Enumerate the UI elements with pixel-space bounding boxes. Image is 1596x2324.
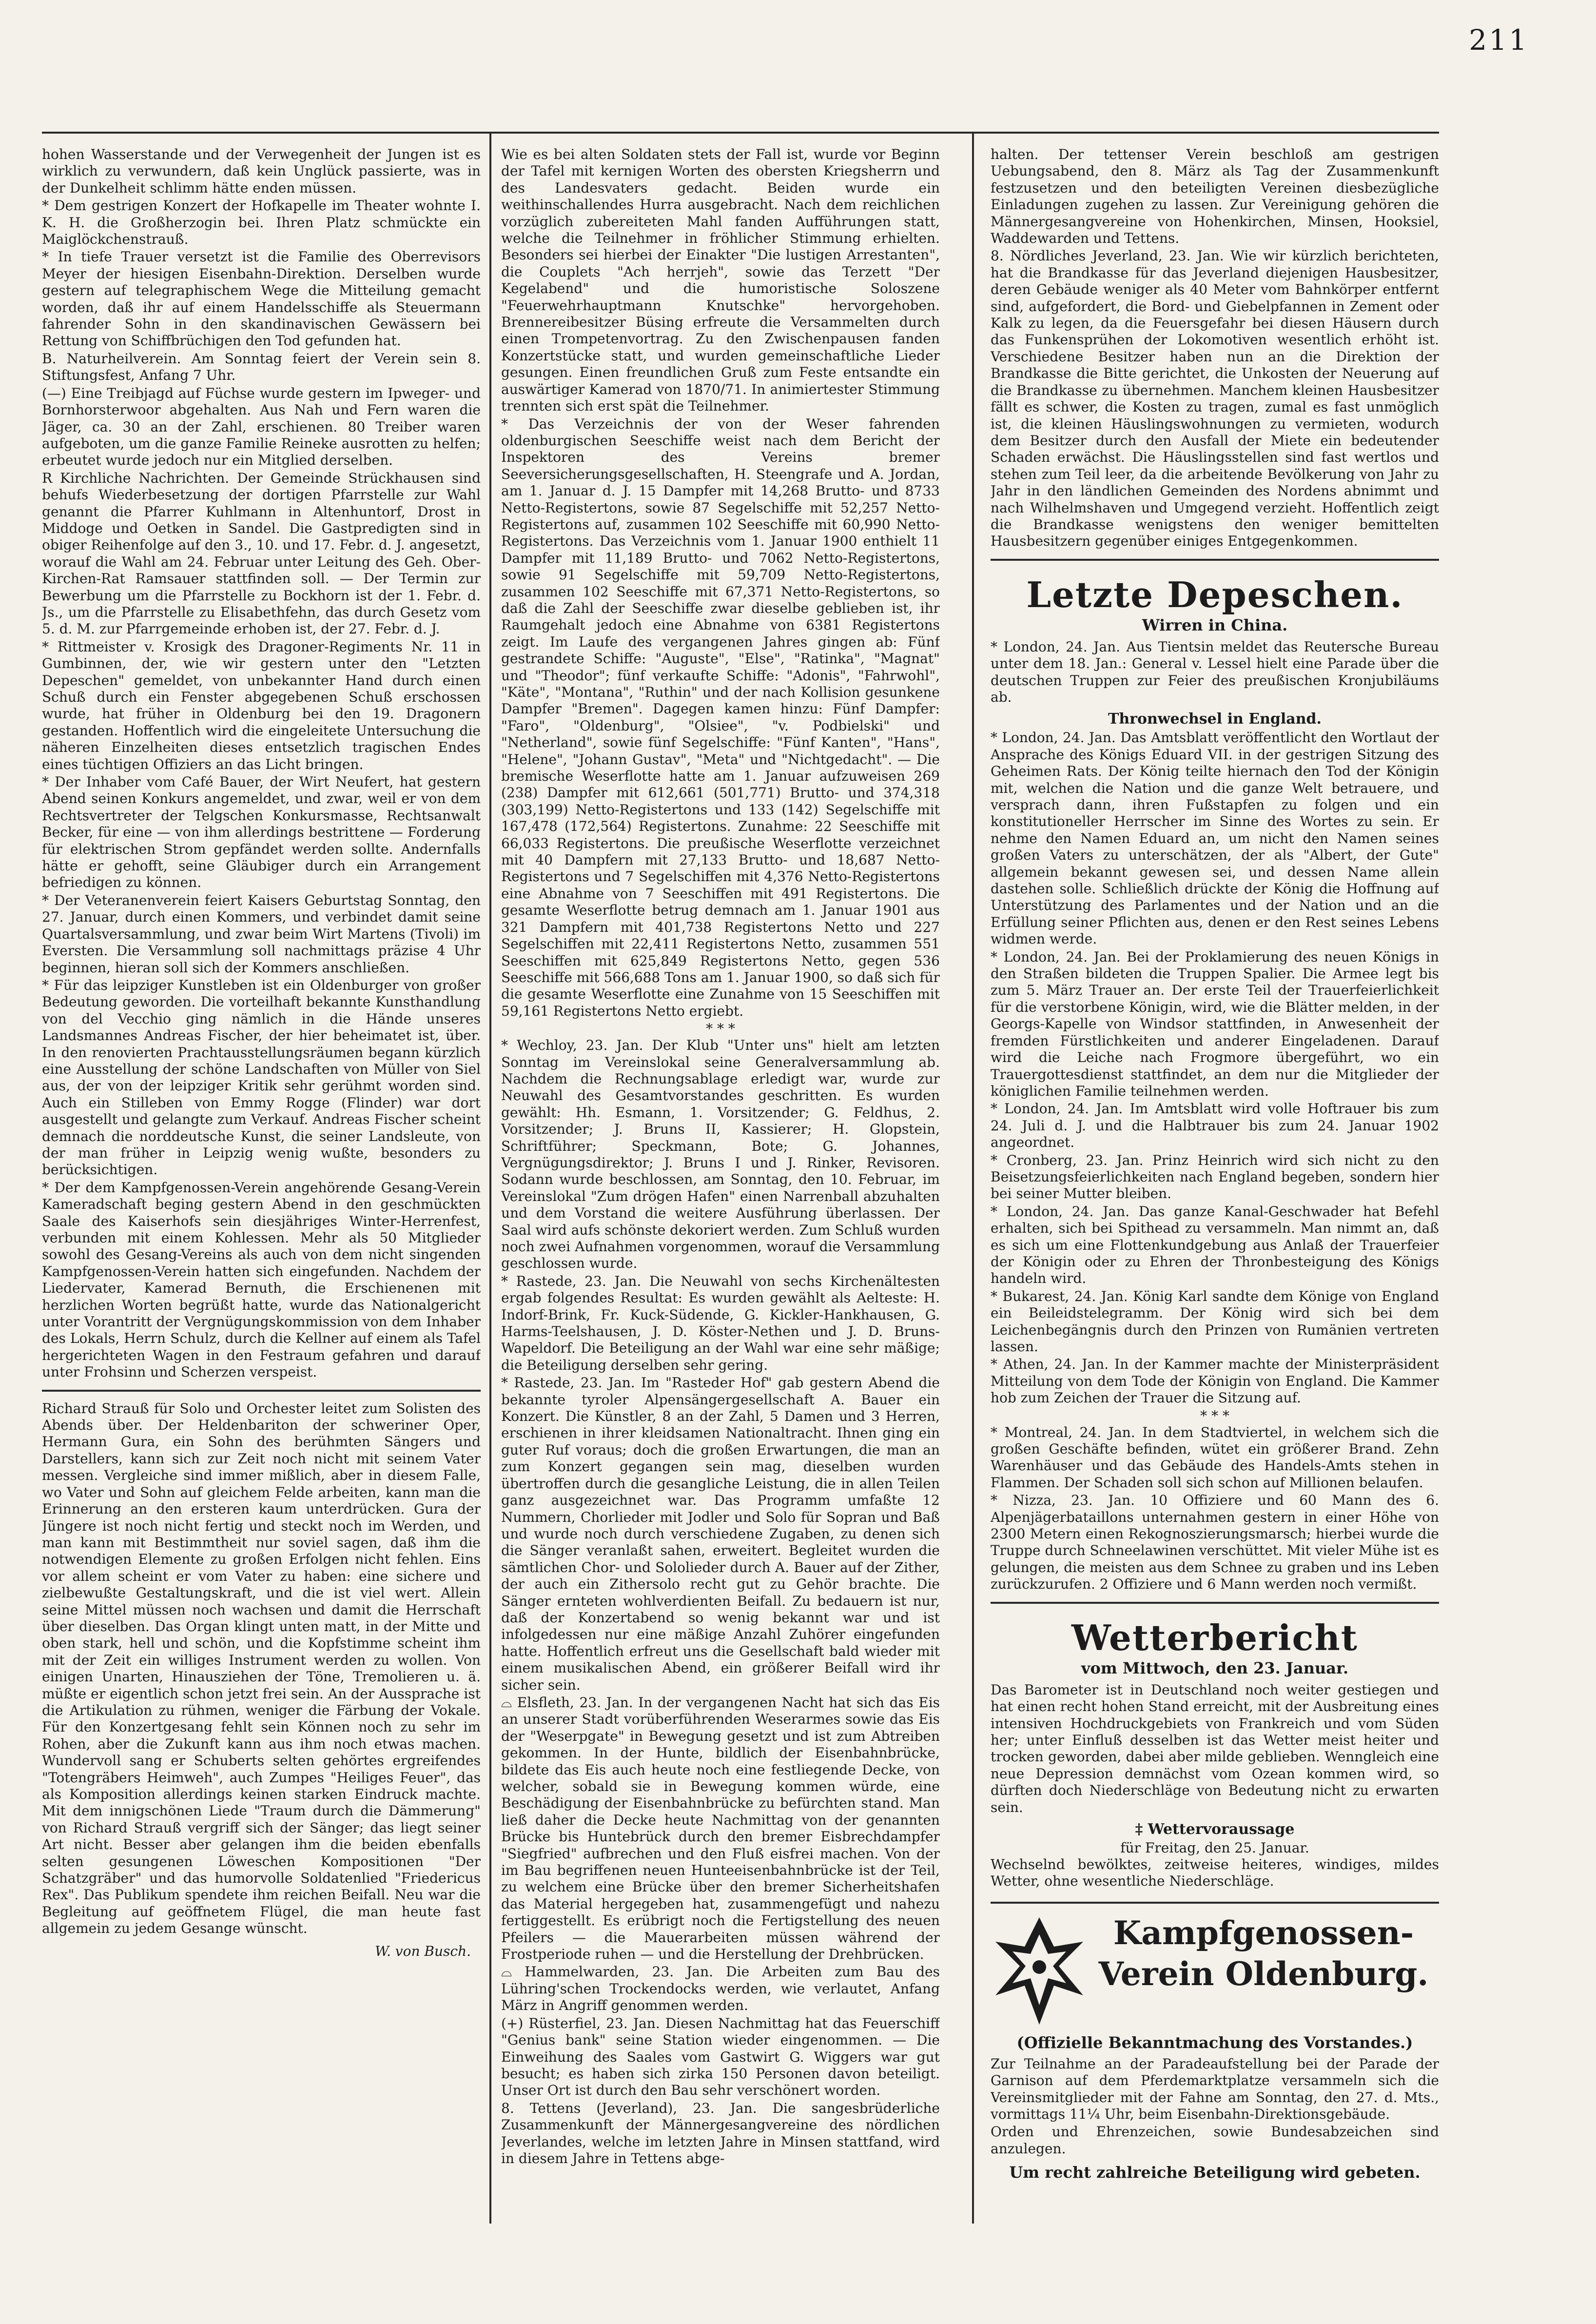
article-tettens: 8. Tettens (Jeverland), 23. Jan. Die sangesbrüderliche Zusammenkunft der Männergesangvereine des nördlichen Jeverlandes, welche im letzten Jahre in Minsen stattfand, wird in diesem Jahre in Tettens abge- <box>501 2100 940 2166</box>
ad-closing: Um recht zahlreiche Beteiligung wird gebeten. <box>1009 2163 1421 2182</box>
dispatch-london-king-speech: * London, 24. Jan. Das Amtsblatt veröffentlicht den Wortlaut der Ansprache des Königs Eduard VII. in der gestrigen Sitzung des Geheimen Rats. Der König teilte hiernach den Tod der Königin mit, welchen die Nation und die ganze Welt betrauere, und versprach dann, ihren Fußstapfen zu folgen und ein konstitutioneller Herrscher im Sinne des Wortes zu sein. Er nehme den Namen Eduard an, um nicht den Namen seines großen Vaters zu unterschätzen, der als "Albert, der Gute" allgemein bekannt gewesen sei, und dessen Name allein dastehen solle. Schließlich drückte der König die Hoffnung auf Unterstützung des Parlamentes und der Nation und an die Erfüllung seiner Pflichten aus, denen er den Rest seines Lebens widmen werde. <box>991 729 1439 947</box>
dispatch-london-mourning: * London, 24. Jan. Im Amtsblatt wird volle Hoftrauer bis zum 24. Juli d. J. und die Halbtrauer bis zum 24. Januar 1902 angeordnet. <box>991 1101 1439 1151</box>
article-treibjagd: (—) Eine Treibjagd auf Füchse wurde gestern im Ipweger- und Bornhorsterwoor abgehalten. Aus Nah und Fern waren die Jäger, ca. 30 an der Zahl, erschienen. 80 Treiber waren aufgeboten, um die ganze Familie Reineke ausrotten zu helfen; erbeutet wurde jedoch nur ein Mitglied derselben. <box>42 385 481 469</box>
column-2 <box>501 146 940 2214</box>
dispatch-athen: * Athen, 24. Jan. In der Kammer machte der Ministerpräsident Mitteilung von dem Tode der Königin von England. Die Kammer hob zum Zeichen der Trauer die Sitzung auf. <box>991 1356 1439 1406</box>
article-rastede-concert: * Rastede, 23. Jan. Im "Rasteder Hof" gab gestern Abend die bekannte tyroler Alpensängergesellschaft A. Bauer ein Konzert. Die Künstler, 8 an der Zahl, 5 Damen und 3 Herren, erschienen in ihrer kleidsamen Nationaltracht. Ihnen ging ein guter Ruf voraus; doch die großen Erwartungen, die man an zum Konzert gegangen sein mag, dieselben wurden übertroffen durch die gesangliche Leistung, die in allen Teilen ganz ausgezeichnet war. Das Programm umfaßte 12 Nummern, Chorlieder mit Jodler und Solo für Sopran und Baß und wurde noch durch verschiedene Zugaben, zu denen sich die Sänger veranlaßt sahen, erweitert. Begleitet wurden die sämtlichen Chor- und Sololieder durch A. Bauer auf der Zither, der auch ein Zithersolo recht gut zu Gehör brachte. Die Sänger ernteten wohlverdienten Beifall. Zu bedauern ist nur, daß der Konzertabend so wenig bekannt war und ist infolgedessen nur eine mäßige Anzahl Zuhörer eingefunden hatte. Hoffentlich erfreut uns die Gesellschaft bald wieder mit einem musikalischen Abend, ein größerer Beifall wird ihr sicher sein. <box>501 1375 940 1693</box>
article-kirchliche-nachrichten: R Kirchliche Nachrichten. Der Gemeinde Strückhausen sind behufs Wiederbesetzung der dortigen Pfarrstelle zur Wahl genannt die Pfarrer Kuhlmann in Altenhuntorf, Drost in Middoge und Oetken in Sandel. Die Gastpredigten sind in obiger Reihenfolge auf den 3., 10. und 17. Febr. d. J. angesetzt, worauf die Wahl am 24. Februar unter Leitung des Geh. Ober-Kirchen-Rat Ramsauer stattfinden soll. — Der Termin zur Bewerbung um die Pfarrstelle zu Bockhorn ist der 1. Febr. d. Js., um die Pfarrstelle zu Elisabethfehn, das durch Gesetz vom 5. d. M. zur Pfarrgemeinde erhoben ist, der 27. Febr. d. J. <box>42 470 481 637</box>
column-1 <box>42 146 481 2214</box>
article-jeverland: 8. Nördliches Jeverland, 23. Jan. Wie wir kürzlich berichteten, hat die Brandkasse für das Jeverland diejenigen Hausbesitzer, deren Gebäude weniger als 40 Meter vom Bahnkörper entfernt sind, aufgefordert, die Bord- und Giebelpfannen in Zement oder Kalk zu legen, da die Feuersgefahr bei diesen Häusern durch das Funkensprühen der Lokomotiven wesentlich erhöht ist. Verschiedene Besitzer haben nun an die Direktion der Brandkasse die Bitte gerichtet, die Unkosten der Neuerung auf die Brandkasse zu übernehmen. Manchem kleinen Hausbesitzer fällt es schwer, die Kosten zu tragen, zumal es fast unmöglich ist, die kleinen Häuslingswohnungen zu vermieten, wodurch dem Besitzer durch den Ausfall der Miete ein bedeutender Schaden erwächst. Die Häuslingsstellen sind fast wertlos und stehen zum Teil leer, da die arbeitende Bevölkerung von Jahr zu Jahr in den ländlichen Gemeinden des Nordens abnimmt und nach Wilhelmshaven und Umgegend verzieht. Hoffentlich zeigt die Brandkasse wenigstens den weniger bemittelten Hausbesitzern gegenüber einiges Entgegenkommen. <box>991 248 1439 550</box>
article-elsfleth: ⌓ Elsfleth, 23. Jan. In der vergangenen Nacht hat sich das Eis an unserer Stadt vorüberführenden Weserarmes sowie das Eis der "Weserpgate" in Bewegung gesetzt und ist zum Abtreiben gekommen. In der Hunte, bildlich der Eisenbahnbrücke, bildete das Eis auch heute noch eine festliegende Decke, von welcher, sobald sie in Bewegung kommen würde, eine Beschädigung der Eisenbahnbrücke zu befürchten stand. Man ließ daher die Decke heute Nachmittag von der genannten Brücke bis Huntebrück durch den bremer Eisbrechdampfer "Siegfried" aufbrechen und den Fluß eisfrei machen. Von der im Bau begriffenen neuen Hunteeisenbahnbrücke ist der Teil, zu welchem eine Brücke über den bremer Sicherheitshafen das Material hergegeben hat, zusammengefügt und nahezu fertiggestellt. Es erübrigt noch die Fertigstellung des neuen Pfeilers — die Mauerarbeiten müssen während der Frostperiode ruhen — und die Herstellung der Drehbrücken. <box>501 1694 940 1963</box>
ad-text: Zur Teilnahme an der Paradeaufstellung bei der Parade der Garnison auf dem Pferdemarktplatze versammeln sich die Vereinsmitglieder mit der Fahne am Sonntag, den 27. d. Mts., vormittags 11¼ Uhr, beim Eisenbahn-Direktionsgebäude. <box>991 2055 1439 2122</box>
column-rule-1 <box>489 132 491 2224</box>
article-mourning: * In tiefe Trauer versetzt ist die Familie des Oberrevisors Meyer der hiesigen Eisenbahn-Direktion. Derselben wurde gestern auf telegraphischem Wege die Mitteilung gemacht worden, daß ihr auf einem Handelsschiffe als Steuermann fahrender Sohn in den skandinavischen Gewässern bei Rettung von Schiffbrüchigen den Tod gefunden hat. <box>42 249 481 349</box>
section-subtitle: Wirren in China. <box>1142 615 1288 634</box>
article-veteranenverein: * Der Veteranenverein feiert Kaisers Geburtstag Sonntag, den 27. Januar, durch einen Kommers, und verbindet damit seine Quartalsversammlung, und zwar beim Wirt Martens (Tivoli) im Eversten. Die Versammlung soll nachmittags präzise 4 Uhr beginnen, hieran soll sich der Kommers anschließen. <box>42 892 481 976</box>
article-hammelwarden: ⌓ Hammelwarden, 23. Jan. Die Arbeiten zum Bau des Lühring'schen Trockendocks werden, wie verlautet, Anfang März in Angriff genommen werden. <box>501 1964 940 2014</box>
article-text: hohen Wasserstande und der Verwegenheit der Jungen ist es wirklich zu verwundern, daß kein Unglück passierte, was in der Dunkelheit schlimm hätte enden müssen. <box>42 146 481 196</box>
column-rule-2 <box>972 132 974 2224</box>
article-rastede-election: * Rastede, 23. Jan. Die Neuwahl von sechs Kirchenältesten ergab folgendes Resultat: Es wurden gewählt als Aelteste: H. Indorf-Brink, Fr. Kuck-Südende, G. Kickler-Hankhausen, G. Harms-Teelshausen, J. D. Köster-Nethen und J. D. Bruns-Wapeldorf. Die Beteiligung an der Wahl war eine sehr mäßige; die Beteiligung derselben sehr gering. <box>501 1273 940 1373</box>
ad-text-decorations: Orden und Ehrenzeichen, sowie Bundesabzeichen sind anzulegen. <box>991 2124 1439 2157</box>
dispatch-montreal: * Montreal, 24. Jan. In dem Stadtviertel, in welchem sich die großen Geschäfte befinden, wütet ein größerer Brand. Zehn Warenhäuser und das Gebäude des Handels-Amts stehen in Flammen. Der Schaden soll sich schon auf Millionen belaufen. <box>991 1424 1439 1491</box>
section-stars: * * * <box>706 1021 735 1037</box>
section-latest-dispatches <box>991 574 1439 635</box>
dispatch-london-fleet: * London, 24. Jan. Das ganze Kanal-Geschwader hat Befehl erhalten, sich bei Spithead zu versammeln. Man nimmt an, daß es sich um eine Flottenkundgebung aus Anlaß der Trauerfeier der Königin oder zu Ehren der Thronbesteigung des Königs handeln wird. <box>991 1203 1439 1287</box>
dispatch-nizza: * Nizza, 23. Jan. 10 Offiziere und 60 Mann des 6. Alpenjägerbataillons unternahmen gestern in einer Höhe von 2300 Metern einen Rekognoszierungsmarsch; hierbei wurde die Truppe durch Schneelawinen verschüttet. Mit vieler Mühe ist es gelungen, die meisten aus dem Schnee zu graben und ins Leben zurückzurufen. 2 Offiziere und 6 Mann werden noch vermißt. <box>991 1492 1439 1593</box>
forecast-text: Wechselnd bewölktes, zeitweise heiteres, windiges, mildes Wetter, ohne wesentliche Niederschläge. <box>991 1856 1439 1890</box>
author-signature: W. von Busch. <box>375 1943 471 1959</box>
weather-title: Wetterbericht <box>1071 1616 1358 1658</box>
article-rittmeister: * Rittmeister v. Krosigk des Dragoner-Regiments Nr. 11 in Gumbinnen, der, wie wir gestern unter den "Letzten Depeschen" gemeldet, von unbekannter Hand durch einen Schuß durch ein Fenster abgegebenen Schuß erschossen wurde, hat früher in Oldenburg bei den 19. Dragonern gestanden. Hoffentlich wird die eingeleitete Untersuchung die näheren Einzelheiten dieses entsetzlich tragischen Endes eines tüchtigen Offiziers an das Licht bringen. <box>42 638 481 772</box>
section-divider <box>991 1602 1439 1604</box>
article-naturheilverein: B. Naturheilverein. Am Sonntag feiert der Verein sein 8. Stiftungsfest, Anfang 7 Uhr. <box>42 350 481 384</box>
article-kameradschaft: * Der dem Kampfgenossen-Verein angehörende Gesang-Verein Kameradschaft beging gestern Abend in den geschmückten Saale des Kaiserhofs sein diesjähriges Winter-Herrenfest, verbunden mit einem Kohlessen. Mehr als 50 Mitglieder sowohl des Gesang-Vereins als auch von dem nicht singenden Kampfgenossen-Verein hatten sich eingefunden. Nachdem der Liedervater, Kamerad Bernuth, die Erschienenen mit herzlichen Worten begrüßt hatte, wurde das Nationalgericht unter Vorantritt der Vergnügungskommission von dem Inhaber des Lokals, Herrn Schulz, durch die Kellner auf einem als Tafel hergerichteten Wagen in den Festraum gefahren und darauf unter Frohsinn und Scherzen verspeist. <box>42 1179 481 1380</box>
section-divider <box>991 559 1439 561</box>
dispatch-cronberg: * Cronberg, 23. Jan. Prinz Heinrich wird sich nicht zu den Beisetzungsfeierlichkeiten nach England begeben, sondern hier bei seiner Mutter bleiben. <box>991 1152 1439 1202</box>
page-number: 211 <box>1469 23 1529 57</box>
section-divider <box>42 1390 481 1392</box>
section-weather <box>991 1617 1439 1678</box>
article-seeschiffe: * Das Verzeichnis der von der Weser fahrenden oldenburgischen Seeschiffe weist nach dem Bericht der Inspektoren des Vereins bremer Seeversicherungsgesellschaften, H. Steengrafe und A. Jordan, am 1. Januar d. J. 15 Dampfer mit 14,268 Brutto- und 8733 Netto-Registertons, sowie 87 Segelschiffe mit 52,257 Netto-Registertons auf, zusammen 102 Seeschiffe mit 60,990 Netto-Registertons. Das Verzeichnis vom 1. Januar 1900 enthielt 11 Dampfer mit 11,189 Brutto- und 7062 Netto-Registertons, sowie 91 Segelschiffe mit 59,709 Netto-Registertons, zusammen 102 Seeschiffe mit 67,371 Netto-Registertons, so daß die Zahl der Seeschiffe zwar dieselbe geblieben ist, ihr Raumgehalt jedoch eine Abnahme von 6381 Registertons zeigt. Im Laufe des vergangenen Jahres gingen ab: Fünf gestrandete Schiffe: "Auguste", "Else", "Ratinka", "Magnat" und "Theodor"; fünf verkaufte Schiffe: "Adonis", "Fahrwohl", "Käte", "Montana", "Ruthin" und der nach Kollision gesunkene Dampfer "Bremen". Dagegen kamen hinzu: Fünf Dampfer: "Faro", "Oldenburg", "Olsiee", "v. Podbielski" und "Netherland", sowie fünf Segelschiffe: "Fünf Kanten", "Hans", "Helene", "Johann Gustav", "Meta" und "Nichtgedacht". — Die bremische Weserflotte hatte am 1. Januar aufzuweisen 269 (238) Dampfer mit 612,661 (501,771) Brutto- und 374,318 (303,199) Netto-Registertons und 133 (142) Segelschiffe mit 167,478 (172,564) Registertons. Zunahme: 22 Seeschiffe mit 66,033 Registertons. Die preußische Weserflotte verzeichnet mit 40 Dampfern mit 27,133 Brutto- und 18,687 Netto-Registertons und 7 Segelschiffen mit 4,376 Netto-Registertons eine Abnahme von 7 Seeschiffen mit 491 Registertons. Die gesamte Weserflotte betrug demnach am 1. Januar 1901 aus 321 Dampfern mit 401,738 Registertons Netto und 227 Segelschiffen mit 22,411 Registertons Netto, zusammen 551 Seeschiffen mit 625,849 Registertons Netto, gegen 536 Seeschiffe mit 566,688 Tons am 1. Januar 1900, so daß sich für die gesamte Weserflotte eine Zunahme von 15 Seeschiffen mit 59,161 Registertons Netto ergiebt. <box>501 415 940 1019</box>
column-3 <box>991 146 1439 2214</box>
section-stars: * * * <box>1200 1407 1229 1424</box>
ad-title: Kampfgenossen-Verein Oldenburg. <box>1098 1913 1429 1993</box>
top-rule <box>42 132 1439 134</box>
advertisement-kampfgenossen <box>991 1902 1439 2182</box>
dispatch-london-tientsin: * London, 24. Jan. Aus Tientsin meldet das Reutersche Bureau unter dem 18. Jan.: General v. Lessel hielt eine Parade über die deutschen Truppen zur Feier des preußischen Kronjubiläums ab. <box>991 638 1439 705</box>
ad-subtitle: (Offizielle Bekanntmachung des Vorstandes.) <box>1016 2033 1413 2052</box>
dispatch-bukarest: * Bukarest, 24. Jan. König Karl sandte dem Könige von England ein Beileidstelegramm. Der König wird sich bei dem Leichenbegängnis durch den Prinzen von Rumänien vertreten lassen. <box>991 1288 1439 1355</box>
forecast-date: für Freitag, den 25. Januar. <box>1120 1839 1309 1856</box>
iron-cross-icon <box>991 1912 1088 2029</box>
forecast-title: ‡ Wettervoraussage <box>1135 1820 1295 1838</box>
article-cafe-bauer: * Der Inhaber vom Café Bauer, der Wirt Neufert, hat gestern Abend seinen Konkurs angemeldet, und zwar, weil er von dem Rechtsvertreter der Telgschen Konkursmasse, Rechtsanwalt Becker, für eine — von ihm allerdings bestrittene — Forderung für elektrischen Strom gepfändet werden sollte. Andernfalls hätte er gehofft, seine Gläubiger durch ein Arrangement befriedigen zu können. <box>42 774 481 891</box>
feuilleton-concert-review: Richard Strauß für Solo und Orchester leitet zum Solisten des Abends über. Der Heldenbariton der schweriner Oper, Hermann Gura, ein Sohn des berühmten Sängers und Darstellers, kann sich zur Zeit noch nicht mit seinem Vater messen. Vergleiche sind immer mißlich, aber in diesem Falle, wo Vater und Sohn auf gleichem Felde arbeiten, kann man die Erinnerung an den ersteren kaum unterdrücken. Gura der Jüngere ist noch nicht fertig und steckt noch im Werden, und man kann mit Bestimmtheit nur soviel sagen, daß ihm die notwendigen Elemente zu großen Erfolgen nicht fehlen. Eins vor allem scheint er vom Vater zu haben: eine sichere und zielbewußte Gestaltungskraft, und die ist viel wert. Allein seine Mittel müssen noch wachsen und damit die Herrschaft über dieselben. Das Organ klingt unten matt, in der Mitte und oben stark, hell und schön, und die Kopfstimme scheint ihm mit der Zeit ein williges Instrument werden zu wollen. Von einigen Unarten, Hinausziehen der Töne, Tremolieren u. ä. müßte er eigentlich schon jetzt frei sein. An der Aussprache ist die Artikulation zu rühmen, weniger die Färbung der Vokale. Für den Konzertgesang fehlt sein Können noch zu sehr im Rohen, aber die Zukunft kann aus ihm noch etwas machen. Wundervoll sang er Schuberts selten gehörtes ergreifendes "Totengräbers Heimweh", auch Zumpes "Heiliges Feuer", das als Komposition allerdings keinen starken Eindruck machte. Mit dem innigschönen Liede "Traum durch die Dämmerung" von Richard Strauß vergriff sich der Sänger; das liegt seiner Art nicht. Besser aber gelangen ihm die beiden ebenfalls selten gesungenen Löweschen Kompositionen "Der Schatzgräber" und das humorvolle Soldatenlied "Friedericus Rex". Das Publikum spendete ihm reichen Beifall. Neu war die Begleitung auf geöffnetem Flügel, die man heute fast allgemein zu jedem Gesange wünscht. <box>42 1400 481 1937</box>
article-theater-concert: * Dem gestrigen Konzert der Hofkapelle im Theater wohnte I. K. H. die Großherzogin bei. Ihren Platz schmückte ein Maiglöckchenstrauß. <box>42 197 481 248</box>
weather-report: Das Barometer ist in Deutschland noch weiter gestiegen und hat einen recht hohen Stand erreicht, mit der Ausbreitung eines intensiven Hochdruckgebiets von Frankreich und vom Süden her; unter Einfluß desselben ist das Wetter meist heiter und trocken geworden, dabei aber milde geblieben. Wenngleich eine neue Depression demnächst vom Ozean kommen wird, so dürften doch Niederschläge von Bedeutung nicht zu erwarten sein. <box>991 1681 1439 1815</box>
article-ruesterfiel: (+) Rüsterfiel, 23. Jan. Diesen Nachmittag hat das Feuerschiff "Genius bank" seine Station wieder eingenommen. — Die Einweihung des Saales vom Gastwirt G. Wiggers war gut besucht; es haben sich zirka 150 Personen davon beteiligt. Unser Ort ist durch den Bau sehr verschönert worden. <box>501 2015 940 2099</box>
article-kunstleben: * Für das leipziger Kunstleben ist ein Oldenburger von großer Bedeutung geworden. Die vorteilhaft bekannte Kunsthandlung von del Vecchio ging nämlich in die Hände unseres Landsmannes Andreas Fischer, der hier beheimatet ist, über. In den renovierten Prachtausstellungsräumen begann kürzlich eine Ausstellung der schöne Landschaften von Müller von Siel aus, der von der leipziger Kritik sehr gerühmt worden sind. Auch ein Stilleben von Emmy Rogge (Flinder) war dort ausgestellt und gelangte zum Verkauf. Andreas Fischer scheint demnach die norddeutsche Kunst, die seiner Landsleute, von der man früher in Leipzig wenig wußte, besonders zu berücksichtigen. <box>42 977 481 1178</box>
article-soldiers-feast: Wie es bei alten Soldaten stets der Fall ist, wurde vor Beginn der Tafel mit kernigen Worten des obersten Kriegsherrn und des Landesvaters gedacht. Beiden wurde ein weithinschallendes Hurra ausgebracht. Nach dem reichlichen vorzüglich zubereiteten Mahl fanden Aufführungen statt, welche die Teilnehmer in fröhlicher Stimmung erhielten. Besonders sei hierbei der Einakter "Die lustigen Arrestanten", die Couplets "Ach herrjeh", sowie das Terzett "Der Kegelabend" und die humoristische Soloszene "Feuerwehrhauptmann Knutschke" hervorgehoben. Brennereibesitzer Büsing erfreute die Versammelten durch einen Trompetenvortrag. Zu den Zwischenpausen fanden Konzertstücke statt, und wurden gemeinschaftliche Lieder gesungen. Einen freundlichen Gruß zum Feste entsandte ein auswärtiger Kamerad von 1870/71. In animiertester Stimmung trennten sich erst spät die Teilnehmer. <box>501 146 940 414</box>
subsection-title: Thronwechsel in England. <box>1108 710 1322 728</box>
dispatch-london-proclamation: * London, 24. Jan. Bei der Proklamierung des neuen Königs in den Straßen bildeten die Truppen Spalier. Die Armee legt bis zum 5. März Trauer an. Der erste Teil der Trauerfeierlichkeit für die verstorbene Königin, wird, wie die Blätter melden, in der Georgs-Kapelle von Windsor stattfinden, in Anwesenheit der fremden Fürstlichkeiten und anderer Eingeladenen. Darauf wird die Leiche nach Frogmore übergeführt, wo ein Trauergottesdienst stattfindet, an dem nur die Mitglieder der königlichen Familie teilnehmen werden. <box>991 948 1439 1099</box>
section-title: Letzte Depeschen. <box>1026 573 1403 615</box>
article-tettens-cont: halten. Der tettenser Verein beschloß am gestrigen Uebungsabend, den 8. März als Tag der Zusammenkunft festzusetzen und den beteiligten Vereinen diesbezügliche Einladungen zugehen zu lassen. Zur Vereinigung gehören die Männergesangvereine von Hohenkirchen, Minsen, Hooksiel, Waddewarden und Tettens. <box>991 146 1439 247</box>
weather-subtitle: vom Mittwoch, den 23. Januar. <box>1081 1658 1349 1677</box>
article-wechloy: * Wechloy, 23. Jan. Der Klub "Unter uns" hielt am letzten Sonntag im Vereinslokal seine Generalversammlung ab. Nachdem die Rechnungsablage erledigt war, wurde zur Neuwahl des Gesamtvorstandes geschritten. Es wurden gewählt: Hh. Esmann, 1. Vorsitzender; G. Feldhus, 2. Vorsitzender; J. Bruns II, Kassierer; H. Glopstein, Schriftführer; Speckmann, Bote; G. Johannes, Vergnügungsdirektor; J. Bruns I und J. Rinker, Revisoren. Sodann wurde beschlossen, am Sonntag, den 10. Februar, im Vereinslokal "Zum drögen Hafen" einen Narrenball abzuhalten und dem Vorstand die weitere Ausführung überlassen. Der Saal wird aufs schönste dekoriert werden. Zum Schluß wurden noch zwei Aufnahmen vorgenommen, worauf die Versammlung geschlossen wurde. <box>501 1037 940 1272</box>
